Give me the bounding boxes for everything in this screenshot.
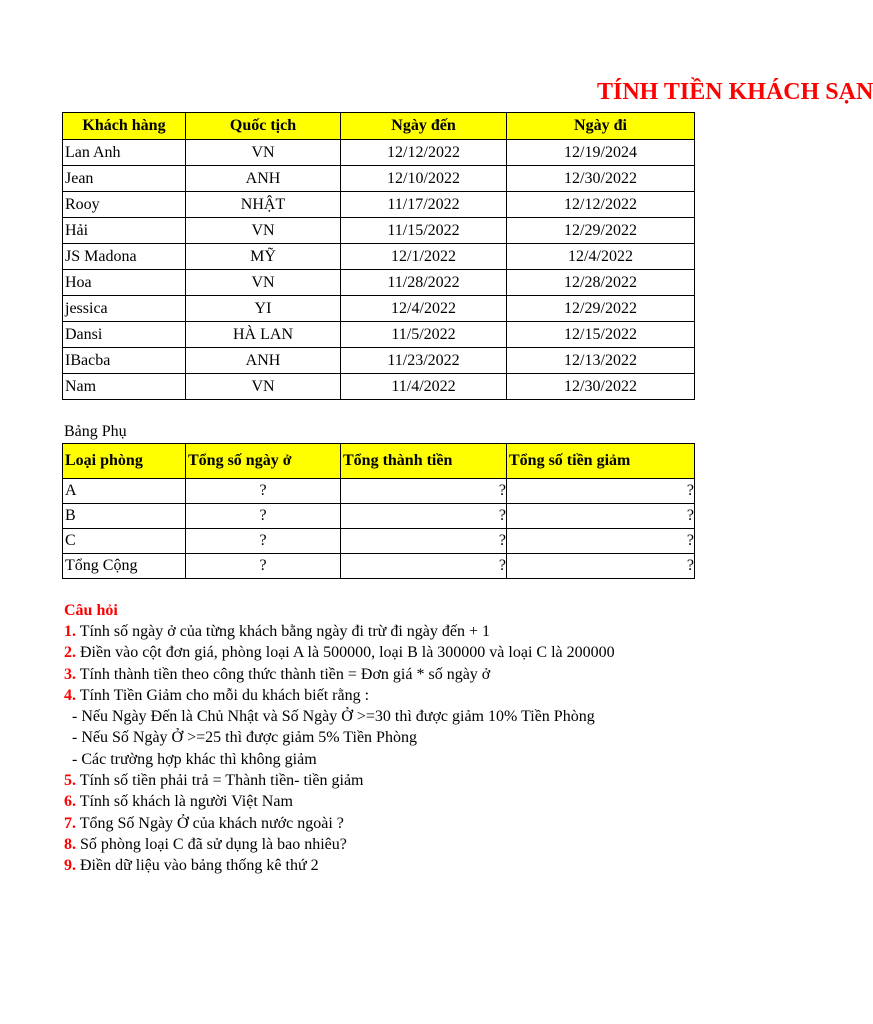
cell-nationality[interactable]: HÀ LAN: [186, 322, 341, 348]
table-row: [63, 270, 695, 296]
question-item: [64, 834, 744, 855]
cell-arrival-date[interactable]: 11/15/2022: [341, 218, 507, 244]
question-text: Điền vào cột đơn giá, phòng loại A là 500000, loại B là 300000 và loại C là 200000: [76, 644, 615, 662]
table-row: [63, 348, 695, 374]
question-number: 4.: [64, 686, 76, 704]
customer-table: [62, 112, 695, 400]
question-number: 9.: [64, 857, 76, 875]
cell-customer[interactable]: Hoa: [63, 270, 186, 296]
question-number: 2.: [64, 644, 76, 662]
question-text: Tính số khách là người Việt Nam: [76, 793, 293, 811]
cell-total-discount[interactable]: ?: [507, 479, 695, 504]
cell-departure-date[interactable]: 12/29/2022: [507, 296, 695, 322]
question-text: - Nếu Ngày Đến là Chủ Nhật và Số Ngày Ở >=30 thì được giảm 10% Tiền Phòng: [72, 708, 595, 726]
cell-total-days[interactable]: ?: [186, 529, 341, 554]
question-item: [64, 727, 744, 748]
header-total-discount: Tổng số tiền giảm: [507, 444, 695, 479]
cell-departure-date[interactable]: 12/30/2022: [507, 374, 695, 400]
cell-departure-date[interactable]: 12/19/2024: [507, 140, 695, 166]
cell-arrival-date[interactable]: 11/28/2022: [341, 270, 507, 296]
cell-departure-date[interactable]: 12/28/2022: [507, 270, 695, 296]
question-item: [64, 791, 744, 812]
sub-table-label: Bảng Phụ: [64, 423, 127, 440]
cell-room-type[interactable]: A: [63, 479, 186, 504]
question-number: 3.: [64, 665, 76, 683]
question-number: 7.: [64, 814, 76, 832]
table-row: [63, 166, 695, 192]
cell-arrival-date[interactable]: 12/10/2022: [341, 166, 507, 192]
cell-customer[interactable]: IBacba: [63, 348, 186, 374]
cell-departure-date[interactable]: 12/4/2022: [507, 244, 695, 270]
cell-arrival-date[interactable]: 11/23/2022: [341, 348, 507, 374]
question-item: [64, 642, 744, 663]
question-text: - Nếu Số Ngày Ở >=25 thì được giảm 5% Tiền Phòng: [72, 729, 417, 747]
cell-total-days[interactable]: ?: [186, 554, 341, 579]
questions-list: [64, 621, 744, 877]
cell-customer[interactable]: Dansi: [63, 322, 186, 348]
cell-customer[interactable]: Jean: [63, 166, 186, 192]
question-text: Tổng Số Ngày Ở của khách nước ngoài ?: [76, 814, 344, 832]
table-row: [63, 192, 695, 218]
cell-room-type[interactable]: C: [63, 529, 186, 554]
question-number: 5.: [64, 772, 76, 790]
question-text: - Các trường hợp khác thì không giảm: [72, 750, 317, 768]
cell-nationality[interactable]: VN: [186, 140, 341, 166]
question-number: 1.: [64, 623, 76, 640]
table-row: [63, 554, 695, 579]
question-item: [64, 664, 744, 685]
question-item: [64, 855, 744, 876]
cell-nationality[interactable]: MỸ: [186, 244, 341, 270]
table-row: [63, 244, 695, 270]
question-number: 8.: [64, 835, 76, 853]
question-item: [64, 749, 744, 770]
cell-departure-date[interactable]: 12/29/2022: [507, 218, 695, 244]
sheet-title: TÍNH TIỀN KHÁCH SẠN: [597, 79, 873, 105]
table-row: [63, 504, 695, 529]
table-row: [63, 140, 695, 166]
table-row: [63, 479, 695, 504]
header-room-type: Loại phòng: [63, 444, 186, 479]
summary-table: [62, 443, 695, 579]
cell-nationality[interactable]: VN: [186, 374, 341, 400]
table-row: [63, 296, 695, 322]
header-departure-date: Ngày đi: [507, 113, 695, 140]
cell-departure-date[interactable]: 12/30/2022: [507, 166, 695, 192]
cell-total-discount[interactable]: ?: [507, 529, 695, 554]
cell-total-discount[interactable]: ?: [507, 504, 695, 529]
customer-table-header: [63, 113, 695, 140]
cell-total-amount[interactable]: ?: [341, 554, 507, 579]
question-text: Tính số tiền phải trả = Thành tiền- tiền giảm: [76, 772, 364, 790]
question-item: [64, 813, 744, 834]
header-total-amount: Tổng thành tiền: [341, 444, 507, 479]
cell-total-amount[interactable]: ?: [341, 504, 507, 529]
cell-customer[interactable]: Hải: [63, 218, 186, 244]
header-nationality: Quốc tịch: [186, 113, 341, 140]
cell-customer[interactable]: Nam: [63, 374, 186, 400]
cell-total-amount[interactable]: ?: [341, 479, 507, 504]
cell-arrival-date[interactable]: 11/17/2022: [341, 192, 507, 218]
cell-customer[interactable]: Rooy: [63, 192, 186, 218]
cell-nationality[interactable]: VN: [186, 218, 341, 244]
cell-room-type[interactable]: B: [63, 504, 186, 529]
question-item: [64, 685, 744, 706]
cell-total-days[interactable]: ?: [186, 504, 341, 529]
cell-nationality[interactable]: NHẬT: [186, 192, 341, 218]
cell-customer[interactable]: Lan Anh: [63, 140, 186, 166]
question-number: 6.: [64, 793, 76, 811]
cell-nationality[interactable]: VN: [186, 270, 341, 296]
question-text: Số phòng loại C đã sử dụng là bao nhiêu?: [76, 835, 347, 853]
table-row: [63, 529, 695, 554]
cell-arrival-date[interactable]: 12/1/2022: [341, 244, 507, 270]
table-row: [63, 322, 695, 348]
header-customer: Khách hàng: [63, 113, 186, 140]
question-item: [64, 621, 744, 642]
cell-nationality[interactable]: YI: [186, 296, 341, 322]
cell-arrival-date[interactable]: 11/4/2022: [341, 374, 507, 400]
questions-heading: Câu hỏi: [64, 602, 118, 619]
cell-room-type[interactable]: Tổng Cộng: [63, 554, 186, 579]
cell-arrival-date[interactable]: 12/4/2022: [341, 296, 507, 322]
question-item: [64, 770, 744, 791]
question-item: [64, 706, 744, 727]
header-total-days: Tổng số ngày ở: [186, 444, 341, 479]
cell-total-days[interactable]: ?: [186, 479, 341, 504]
cell-nationality[interactable]: ANH: [186, 166, 341, 192]
cell-arrival-date[interactable]: 12/12/2022: [341, 140, 507, 166]
summary-table-header: [63, 444, 695, 479]
table-row: [63, 374, 695, 400]
cell-customer[interactable]: JS Madona: [63, 244, 186, 270]
question-text: Tính thành tiền theo công thức thành tiền = Đơn giá * số ngày ở: [76, 665, 491, 683]
header-arrival-date: Ngày đến: [341, 113, 507, 140]
questions-section: [64, 600, 744, 877]
cell-departure-date[interactable]: 12/15/2022: [507, 322, 695, 348]
question-text: Tính Tiền Giảm cho mỗi du khách biết rằng :: [76, 686, 370, 704]
question-text: Điền dữ liệu vào bảng thống kê thứ 2: [76, 857, 319, 875]
cell-arrival-date[interactable]: 11/5/2022: [341, 322, 507, 348]
cell-total-discount[interactable]: ?: [507, 554, 695, 579]
cell-total-amount[interactable]: ?: [341, 529, 507, 554]
cell-departure-date[interactable]: 12/13/2022: [507, 348, 695, 374]
table-row: [63, 218, 695, 244]
cell-customer[interactable]: jessica: [63, 296, 186, 322]
cell-nationality[interactable]: ANH: [186, 348, 341, 374]
question-text: Tính số ngày ở của từng khách bằng ngày đi trừ đi ngày đến + 1: [76, 623, 491, 640]
cell-departure-date[interactable]: 12/12/2022: [507, 192, 695, 218]
